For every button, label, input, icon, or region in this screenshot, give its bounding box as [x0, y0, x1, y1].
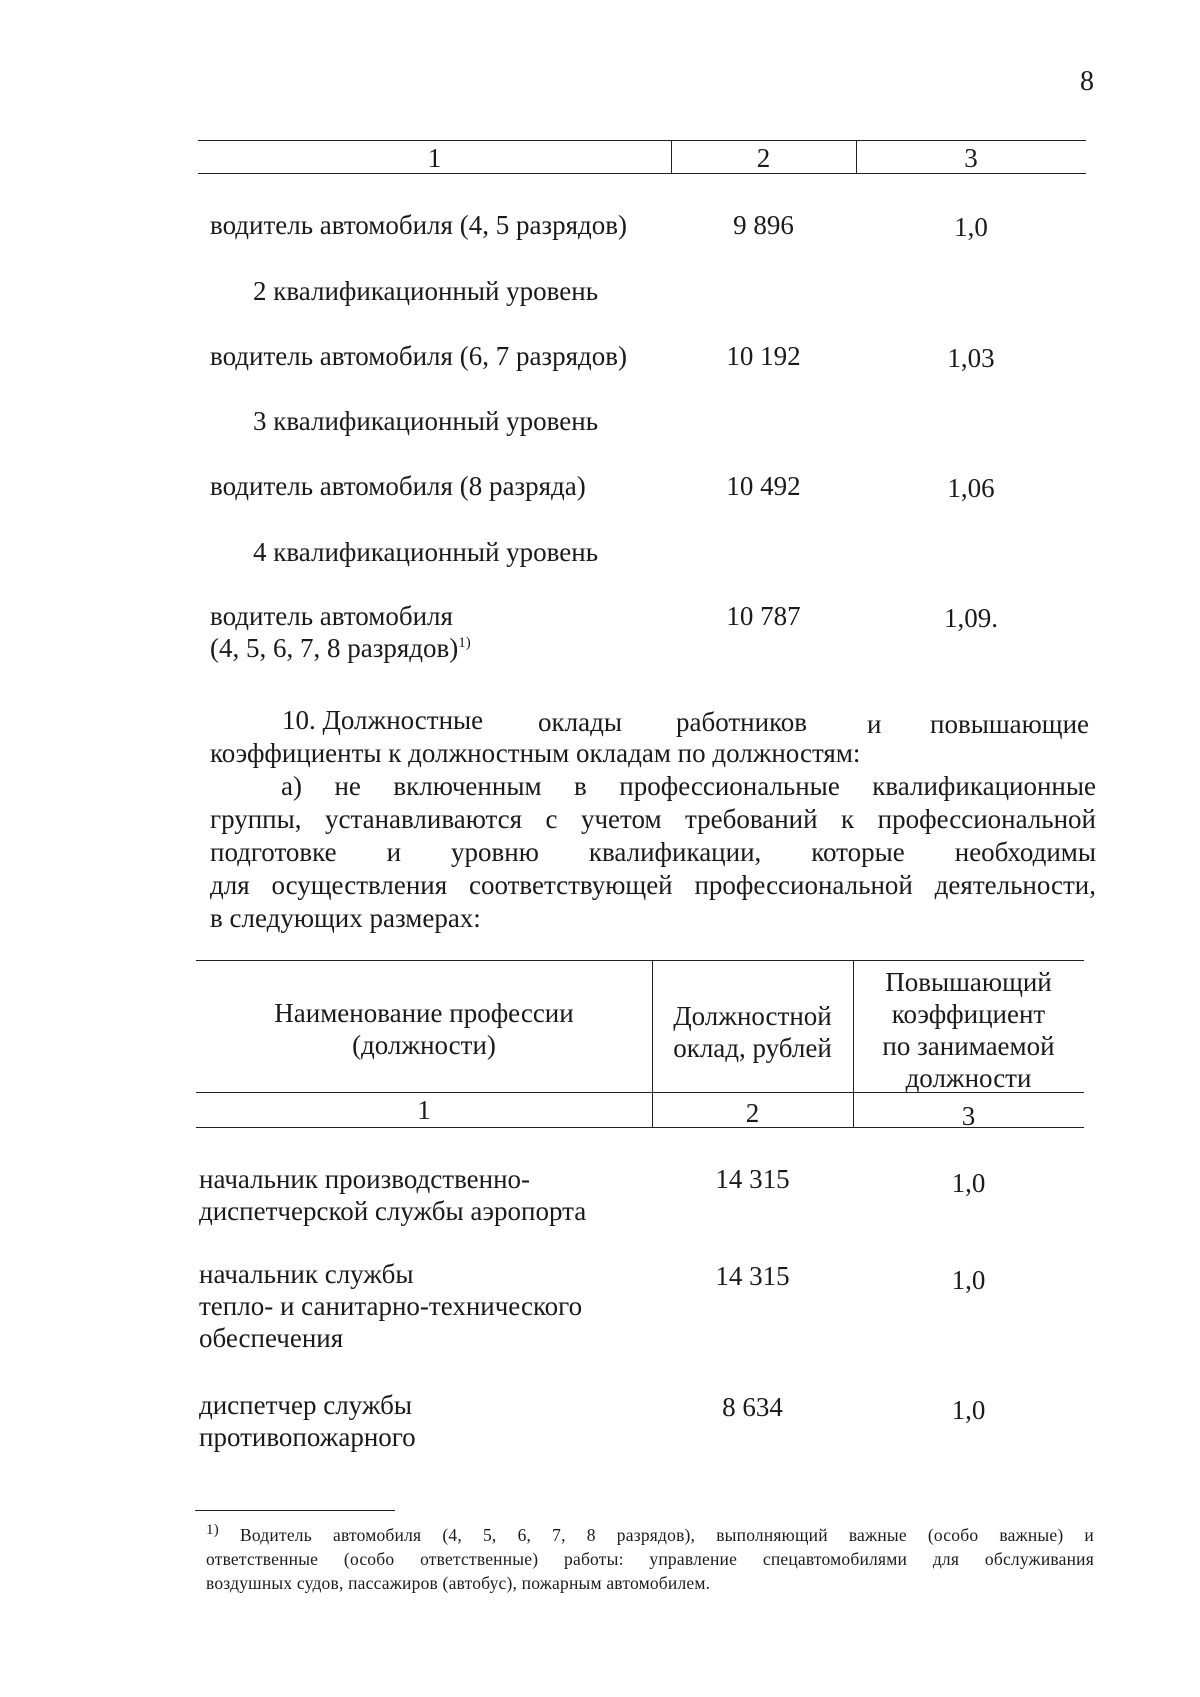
- table2-colnum-3: 3: [961, 1101, 976, 1131]
- table2-row-salary: 8 634: [722, 1392, 783, 1422]
- paragraph-word: работников: [676, 707, 808, 737]
- table1-top-rule: [198, 140, 1086, 141]
- paragraph-word: и: [867, 709, 882, 739]
- table2-header-salary-line: Должностной: [673, 1001, 832, 1031]
- table1-colnum-3: 3: [964, 143, 978, 173]
- table2-row-name-line: диспетчерской службы аэропорта: [199, 1196, 587, 1226]
- table2-row-name-line: диспетчер службы: [199, 1390, 412, 1420]
- table2-row-coef: 1,0: [951, 1168, 986, 1198]
- table1-colnum-1: 1: [427, 143, 442, 173]
- table2-header-coef-line: должности: [905, 1063, 1032, 1093]
- table1-row-salary: 10 492: [726, 471, 801, 501]
- table2-header-name-line: Наименование профессии: [274, 998, 574, 1028]
- table2-header-name: [196, 997, 652, 1061]
- table2-row-name: [199, 1389, 416, 1453]
- table2-row-name-line: противопожарного: [199, 1422, 416, 1452]
- table2-row-name-line: начальник службы: [199, 1259, 414, 1289]
- table2-header-coef-line: по занимаемой: [882, 1031, 1055, 1061]
- table1-row-coef: 1,09.: [944, 603, 998, 633]
- table2-row-name: [199, 1163, 586, 1227]
- paragraph-word: повышающие: [930, 709, 1090, 739]
- table1-row-coef: 1,0: [954, 212, 988, 242]
- footnote-line: воздушных судов, пассажиров (автобус), пожарным автомобилем.: [206, 1573, 711, 1593]
- footnote-separator: [195, 1510, 395, 1511]
- table1-row-salary: 9 896: [733, 210, 794, 240]
- table2-row-name: [199, 1258, 582, 1354]
- table1-row-coef: 1,06: [947, 473, 995, 503]
- table1-row-name-line2: (4, 5, 6, 7, 8 разрядов)$^{1)}$: [210, 633, 471, 663]
- table2-top-rule: [196, 960, 1084, 961]
- qualification-level-heading: 2 квалификационный уровень: [253, 276, 599, 306]
- table1-row-name: водитель автомобиля (4, 5 разрядов): [210, 210, 627, 240]
- table1-row-name: водитель автомобиля (8 разряда): [210, 471, 586, 501]
- table2-row-coef: 1,0: [951, 1265, 986, 1295]
- table1-row-name: водитель автомобиля (6, 7 разрядов): [210, 341, 627, 371]
- table2-row-name-line: тепло- и санитарно-технического: [199, 1291, 583, 1321]
- paragraph-line: коэффициенты к должностным окладам по должностям:: [210, 738, 861, 768]
- table2-row-salary: 14 315: [715, 1261, 790, 1291]
- table2-header-name-line: (должности): [352, 1030, 496, 1060]
- table2-colnum-1: 1: [417, 1095, 431, 1125]
- table1-colnum-2: 2: [756, 143, 771, 173]
- table2-row-salary: 14 315: [715, 1164, 790, 1194]
- table2-header-coef-line: Повышающий: [885, 967, 1052, 997]
- paragraph-line: а) не включенным в профессиональные квалификационные: [281, 771, 1096, 801]
- footnote-line: ответственные (особо ответственные) работы: управление спецавтомобилями для обслуживания: [206, 1549, 1094, 1569]
- table2-row-coef: 1,0: [951, 1395, 986, 1425]
- paragraph-word: оклады: [538, 707, 622, 737]
- footnote-reference: 1): [458, 635, 471, 651]
- table2-row-name-line: начальник производственно-: [199, 1164, 531, 1194]
- paragraph-line: в следующих размерах:: [210, 903, 481, 933]
- paragraph-word: 10. Должностные: [282, 705, 484, 735]
- table2-header-salary: [652, 1000, 853, 1064]
- table1-row-salary: 10 787: [726, 601, 801, 631]
- footnote-mark: 1): [206, 1522, 219, 1539]
- table1-row-coef: 1,03: [947, 343, 995, 373]
- table2-row-name-line: обеспечения: [199, 1323, 344, 1353]
- paragraph-line: подготовке и уровню квалификации, которые необходимы: [210, 837, 1096, 867]
- table2-colnum-2: 2: [745, 1098, 760, 1128]
- qualification-level-heading: 4 квалификационный уровень: [253, 537, 599, 567]
- footnote-line: $^{1)}$ Водитель автомобиля (4, 5, 6, 7, 8 разрядов), выполняющий важные (особо важные) и: [206, 1522, 1094, 1545]
- table1-row-salary: 10 192: [726, 341, 801, 371]
- table1-row-name-line1: водитель автомобиля: [210, 601, 453, 631]
- qualification-level-heading: 3 квалификационный уровень: [253, 406, 599, 436]
- paragraph-line: группы, устанавливаются с учетом требований к профессиональной: [210, 804, 1096, 834]
- table2-header-salary-line: оклад, рублей: [673, 1033, 832, 1063]
- table2-header-coef-line: коэффициент: [891, 999, 1046, 1029]
- page-number: 8: [1080, 66, 1094, 97]
- table2-header-coef: [853, 966, 1084, 1094]
- paragraph-line: для осуществления соответствующей профессиональной деятельности,: [210, 870, 1096, 900]
